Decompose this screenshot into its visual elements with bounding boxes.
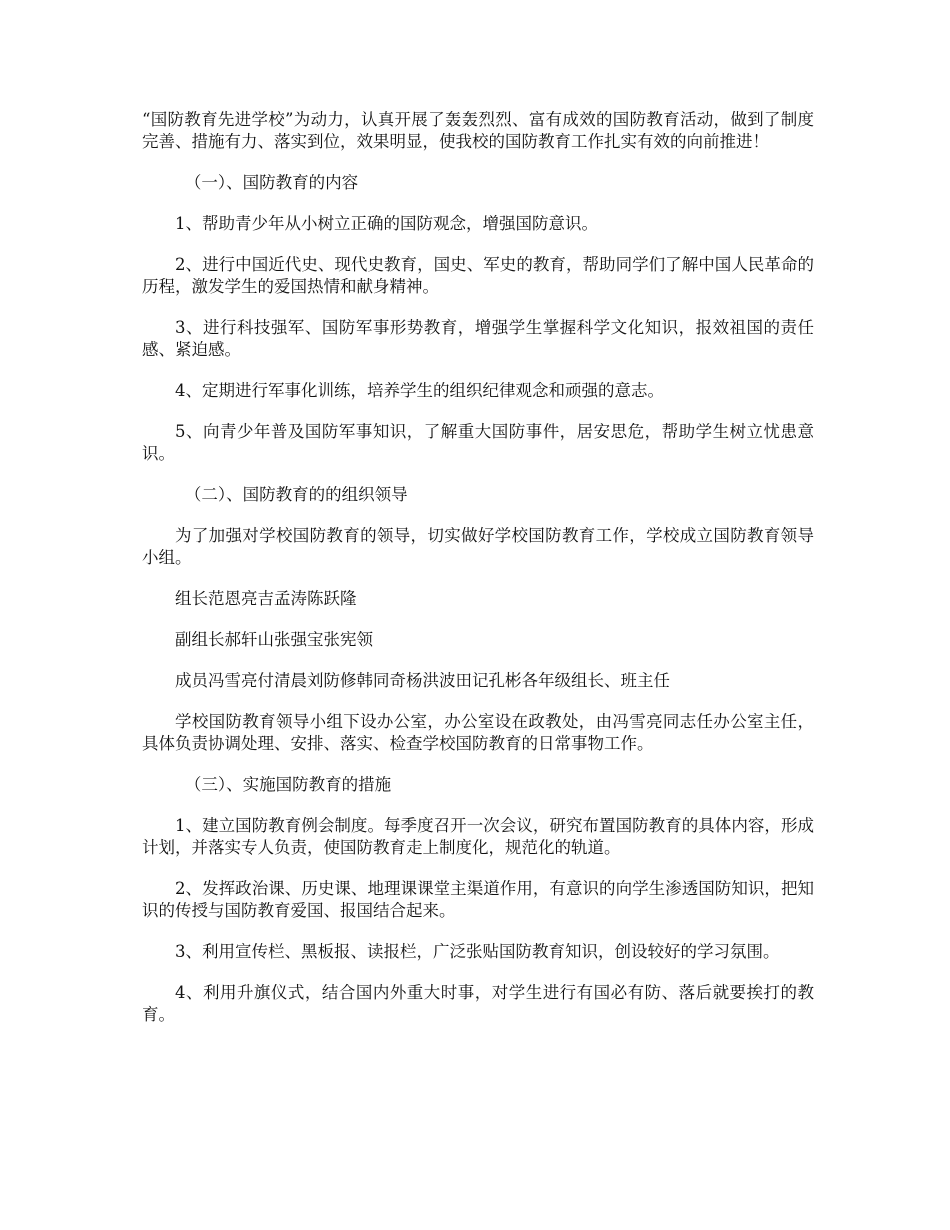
paragraph-body: 学校国防教育领导小组下设办公室，办公室设在政教处，由冯雪亮同志任办公室主任，具体负责协调处理、安排、落实、检查学校国防教育的日常事物工作。 — [142, 712, 814, 753]
list-item: 5、向青少年普及国防军事知识，了解重大国防事件，居安思危，帮助学生树立忧患意识。 — [142, 422, 814, 463]
list-item: 3、进行科技强军、国防军事形势教育，增强学生掌握科学文化知识，报效祖国的责任感、紧迫感。 — [142, 318, 814, 359]
members-line: 成员冯雪亮付清晨刘防修韩同奇杨洪波田记孔彬各年级组长、班主任 — [175, 671, 670, 690]
list-item: 1、帮助青少年从小树立正确的国防观念，增强国防意识。 — [175, 214, 598, 233]
list-item: 3、利用宣传栏、黑板报、读报栏，广泛张贴国防教育知识，创设较好的学习氛围。 — [175, 942, 780, 961]
leader-line: 组长范恩亮吉孟涛陈跃隆 — [175, 589, 357, 608]
list-item: 4、利用升旗仪式，结合国内外重大时事，对学生进行有国必有防、落后就要挨打的教育。 — [142, 983, 814, 1024]
section-heading-organization: （二）、国防教育的的组织领导 — [184, 485, 408, 504]
paragraph-body: 为了加强对学校国防教育的领导，切实做好学校国防教育工作，学校成立国防教育领导小组。 — [142, 526, 814, 567]
section-heading-content: （一）、国防教育的内容 — [184, 173, 359, 192]
section-heading-measures: （三）、实施国防教育的措施 — [184, 775, 392, 794]
list-item: 4、定期进行军事化训练，培养学生的组织纪律观念和顽强的意志。 — [175, 381, 664, 400]
list-item: 1、建立国防教育例会制度。每季度召开一次会议，研究布置国防教育的具体内容，形成计划，并落实专人负责，使国防教育走上制度化，规范化的轨道。 — [142, 816, 814, 857]
document-page — [142, 109, 814, 1026]
list-item: 2、进行中国近代史、现代史教育，国史、军史的教育，帮助同学们了解中国人民革命的历程，激发学生的爱国热情和献身精神。 — [142, 255, 814, 296]
list-item: 2、发挥政治课、历史课、地理课课堂主渠道作用，有意识的向学生渗透国防知识，把知识的传授与国防教育爱国、报国结合起来。 — [142, 879, 814, 920]
deputy-leader-line: 副组长郝轩山张强宝张宪领 — [175, 630, 373, 649]
paragraph-intro: “国防教育先进学校”为动力，认真开展了轰轰烈烈、富有成效的国防教育活动，做到了制度完善、措施有力、落实到位，效果明显，使我校的国防教育工作扎实有效的向前推进！ — [142, 110, 814, 151]
